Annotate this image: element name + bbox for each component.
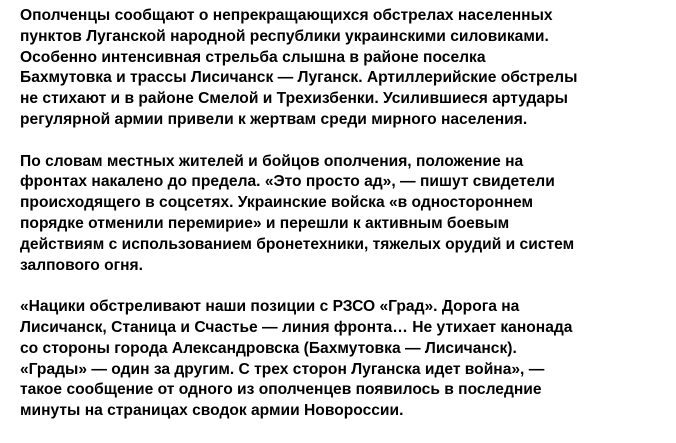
text-line: Особенно интенсивная стрельба слышна в районе поселка xyxy=(20,48,486,66)
text-line: Ополченцы сообщают о непрекращающихся обстрелах населенных xyxy=(20,7,553,24)
text-line: не стихают и в районе Смелой и Трехизбенки. Усилившиеся артудары xyxy=(20,90,568,108)
text-line: действиям с использованием бронетехники, тяжелых орудий и систем xyxy=(20,235,575,253)
text-line: залпового огня. xyxy=(20,256,143,274)
text-line: Бахмутовка и трассы Лисичанск — Луганск. Артиллерийские обстрелы xyxy=(20,69,578,87)
paragraph-2 xyxy=(20,152,660,277)
text-line: «Грады» — один за другим. С трех сторон Луганска идет война», — xyxy=(20,360,545,378)
text-line: пунктов Луганской народной республики украинскими силовиками. xyxy=(20,27,549,45)
text-line: По словам местных жителей и бойцов ополчения, положение на xyxy=(20,152,524,170)
text-line: регулярной армии привели к жертвам среди мирного населения. xyxy=(20,110,528,128)
text-line: со стороны города Александровска (Бахмутовка — Лисичанск). xyxy=(20,339,517,357)
paragraph-1 xyxy=(20,6,660,131)
text-line: такое сообщение от одного из ополченцев появилось в последние xyxy=(20,381,542,399)
article-body xyxy=(20,6,660,443)
paragraph-3 xyxy=(20,297,660,422)
text-line: происходящего в соцсетях. Украинские войска «в одностороннем xyxy=(20,194,534,212)
text-line: фронтах накалено до предела. «Это просто ад», — пишут свидетели xyxy=(20,173,555,191)
text-line: «Нацики обстреливают наши позиции с РЗСО «Град». Дорога на xyxy=(20,298,520,316)
text-line: порядке отменили перемирие» и перешли к активным боевым xyxy=(20,214,510,232)
text-line: минуты на страницах сводок армии Новороссии. xyxy=(20,402,404,420)
text-line: Лисичанск, Станица и Счастье — линия фронта… Не утихает канонада xyxy=(20,318,573,336)
